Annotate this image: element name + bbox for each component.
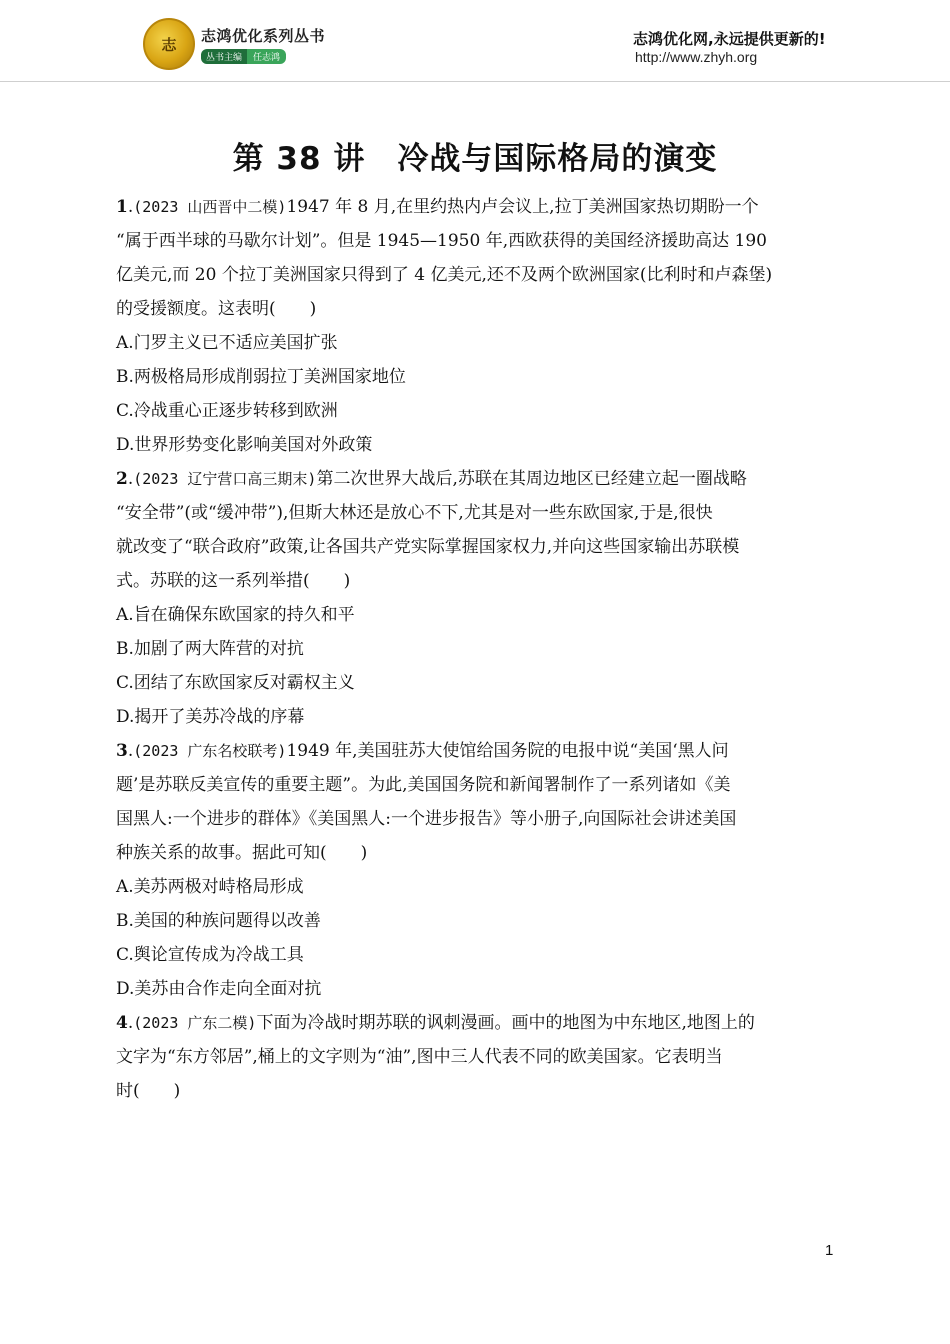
question-stem-line: “安全带”(或“缓冲带”),但斯大林还是放心不下,尤其是对一些东欧国家,于是,很快 [116, 503, 713, 523]
question-text: 第二次世界大战后,苏联在其周边地区已经建立起一圈战略 [316, 469, 747, 489]
option-a: A.门罗主义已不适应美国扩张 [116, 333, 338, 353]
option-a: A.美苏两极对峙格局形成 [116, 877, 304, 897]
option-b: B.两极格局形成削弱拉丁美洲国家地位 [116, 367, 406, 387]
question-stem-line: 的受援额度。这表明( ) [116, 299, 317, 319]
question-stem-line: 时( ) [116, 1081, 181, 1101]
question-number: 2 [116, 469, 128, 489]
question-stem-line: 1.(2023 山西晋中二模)1947 年 8 月,在里约热内卢会议上,拉丁美洲国家热切期盼一个 [116, 197, 759, 217]
option-a: A.旨在确保东欧国家的持久和平 [116, 605, 355, 625]
question-stem-line: 4.(2023 广东二模)下面为冷战时期苏联的讽刺漫画。画中的地图为中东地区,地图上的 [116, 1013, 755, 1033]
question-4 [116, 1006, 836, 1108]
question-3 [116, 734, 836, 1006]
question-list [116, 190, 836, 1108]
question-text: 1947 年 8 月,在里约热内卢会议上,拉丁美洲国家热切期盼一个 [286, 197, 759, 217]
question-stem-line: 种族关系的故事。据此可知( ) [116, 843, 368, 863]
question-stem-line: 文字为“东方邻居”,桶上的文字则为“油”,图中三人代表不同的欧美国家。它表明当 [116, 1047, 723, 1067]
editor-label: 丛书主编 [201, 49, 247, 64]
header-url[interactable]: http://www.zhyh.org [635, 49, 758, 65]
option-d: D.世界形势变化影响美国对外政策 [116, 435, 373, 455]
question-source: (2023 广东名校联考) [133, 742, 287, 760]
question-2 [116, 462, 836, 734]
page-header [0, 0, 950, 82]
option-c: C.冷战重心正逐步转移到欧洲 [116, 401, 338, 421]
option-b: B.美国的种族问题得以改善 [116, 911, 321, 931]
question-text: 下面为冷战时期苏联的讽刺漫画。画中的地图为中东地区,地图上的 [256, 1013, 755, 1033]
question-stem-line: “属于西半球的马歇尔计划”。但是 1945—1950 年,西欧获得的美国经济援助高达 190 [116, 231, 767, 251]
question-stem-line: 式。苏联的这一系列举措( ) [116, 571, 351, 591]
question-number: 4 [116, 1013, 128, 1033]
series-info [201, 25, 325, 64]
page-number: 1 [825, 1242, 834, 1259]
option-c: C.舆论宣传成为冷战工具 [116, 945, 304, 965]
question-stem-line: 2.(2023 辽宁营口高三期末)第二次世界大战后,苏联在其周边地区已经建立起一圈战略 [116, 469, 747, 489]
page-title: 第 38 讲 冷战与国际格局的演变 [232, 141, 718, 177]
header-divider [0, 81, 950, 82]
series-title: 志鸿优化系列丛书 [201, 26, 326, 45]
question-number: 1 [116, 197, 128, 217]
question-source: (2023 辽宁营口高三期末) [133, 470, 317, 488]
question-text: 1949 年,美国驻苏大使馆给国务院的电报中说“美国‘黑人问 [286, 741, 729, 761]
option-d: D.揭开了美苏冷战的序幕 [116, 707, 305, 727]
option-d: D.美苏由合作走向全面对抗 [116, 979, 322, 999]
question-stem-line: 国黑人:一个进步的群体》《美国黑人:一个进步报告》等小册子,向国际社会讲述美国 [116, 809, 737, 829]
editor-name: 任志鸿 [247, 49, 286, 64]
question-stem-line: 3.(2023 广东名校联考)1949 年,美国驻苏大使馆给国务院的电报中说“美国‘黑人问 [116, 741, 729, 761]
option-c: C.团结了东欧国家反对霸权主义 [116, 673, 355, 693]
series-editor [201, 49, 325, 64]
question-source: (2023 广东二模) [133, 1014, 257, 1032]
seal-icon: 志 [143, 18, 195, 70]
question-stem-line: 题’是苏联反美宣传的重要主题”。为此,美国国务院和新闻署制作了一系列诸如《美 [116, 775, 731, 795]
question-stem-line: 就改变了“联合政府”政策,让各国共产党实际掌握国家权力,并向这些国家输出苏联模 [116, 537, 740, 557]
question-1 [116, 190, 836, 462]
question-stem-line: 亿美元,而 20 个拉丁美洲国家只得到了 4 亿美元,还不及两个欧洲国家(比利时和卢森堡) [116, 265, 773, 285]
question-source: (2023 山西晋中二模) [133, 198, 287, 216]
header-slogan: 志鸿优化网,永远提供更新的! [633, 30, 826, 48]
question-number: 3 [116, 741, 128, 761]
series-logo [143, 18, 325, 70]
option-b: B.加剧了两大阵营的对抗 [116, 639, 304, 659]
